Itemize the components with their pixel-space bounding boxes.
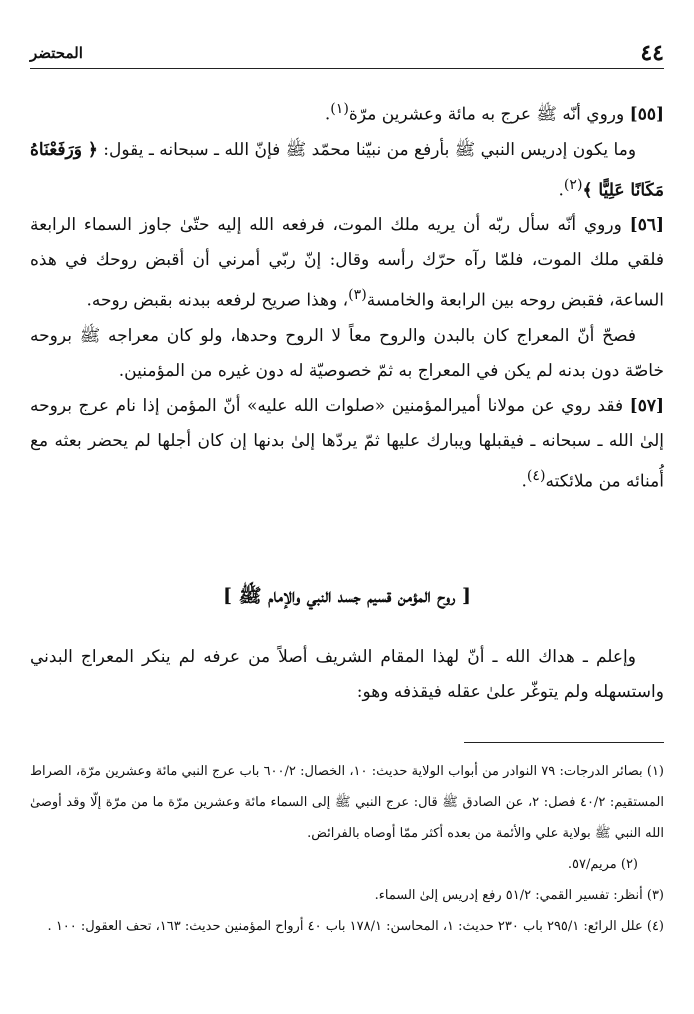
punctuation: . [521,471,527,492]
footnotes [30,756,664,942]
hadith-number: [٥٥] [629,104,664,125]
hadith-text: وروي أنّه ﷺ عرج به مائة وعشرين مرّة [348,104,625,125]
paragraph-idris [30,133,664,209]
paragraph-text: وما يكون إدريس النبي ﷺ بأرفع من نبيّنا محمّد ﷺ فإنّ الله ـ سبحانه ـ يقول: [103,139,637,160]
punctuation: . [558,180,564,201]
hadith-text-end: ، وهذا صريح لرفعه ببدنه بقبض روحه. [86,290,349,311]
page-number: ٤٤ [640,40,664,66]
paragraph-57 [30,389,664,500]
quran-verse: ﴿ وَرَفَعْنَاهُ مَكَانًا عَلِيًّا ﴾ [30,139,664,201]
footnote-3: (٣) أنظر: تفسير القمي: ٥١/٢ رفع إدريس إلىٰ السماء. [374,888,664,903]
footnote-2: (٢) مريم/٥٧. [567,857,638,872]
footnote-4: (٤) علل الرائع: ٢٩٥/١ باب ٢٣٠ حديث: ١، المحاسن: ١٧٨/١ باب ٤٠ أرواح المؤمنين حديث: ١٦٣، تحف العقول: ١٠٠ . [47,919,664,934]
hadith-number: [٥٦] [629,215,665,236]
running-title: المحتضر [30,44,83,62]
footnote-ref[interactable]: (٤) [526,467,546,484]
hadith-text: فقد روي عن مولانا أميرالمؤمنين «صلوات الله عليه» أنّ المؤمن إذا نام عرج بروحه إلىٰ الله ـ سبحانه ـ فيقبلها ويبارك عليها ثمّ يردّها إلىٰ بدنها إن كان أجلها لم يحضر بعثه مع أُمنائه من ملائكته [30,395,664,492]
page-header [30,40,664,69]
punctuation: . [324,104,331,125]
footnote-ref[interactable]: (١) [330,101,349,117]
paragraph-55 [30,92,664,133]
paragraph-56 [30,208,664,319]
paragraph-text: وإعلم ـ هداك الله ـ أنّ لهذا المقام الشريف أصلاً من عرفه لم ينكر المعراج البدني واستسهله ولم يتوغّر علىٰ عقله فيقذفه وهو: [30,647,664,702]
hadith-text: وروي أنّه سأل ربّه أن يريه ملك الموت، فرفعه الله إليه حتّىٰ جاوز السماء الرابعة فلقي ملك الموت، فلمّا رآه حرّك رأسه وقال: إنّ ربّي أمرني أن أقبض روحك في هذه الساعة، فقبض روحه بين الرابعة والخامسة [30,215,664,311]
footnote-ref[interactable]: (٣) [348,287,367,304]
section-heading: [ روح المؤمن قسيم جسد النبي والإمام ﷺ ] [223,585,471,607]
section-intro [30,640,664,710]
paragraph-conclusion [30,319,664,389]
footnote-divider [464,742,664,743]
main-text [30,92,664,500]
paragraph-text: فصحّ أنّ المعراج كان بالبدن والروح معاً لا الروح وحدها، ولو كان معراجه ﷺ بروحه خاصّة دون بدنه لم يكن في المعراج به ثمّ خصوصيّة له دون غيره من المؤمنين. [30,325,664,381]
hadith-number: [٥٧] [629,395,664,416]
footnote-1: (١) بصائر الدرجات: ٧٩ النوادر من أبواب الولاية حديث: ١٠، الخصال: ٦٠٠/٢ باب عرج النبي مائة وعشرين مرّة، الصراط المستقيم: ٤٠/٢ فصل: ٢، عن الصادق ﷺ قال: عرج النبي ﷺ إلى السماء مائة وعشرين مرّة ما من مرّة إلّا وقد أوصىٰ الله النبي ﷺ بولاية علي والأئمة من بعده أكثر ممّا أوصاه بالفرائض. [30,764,664,841]
footnote-ref[interactable]: (٢) [563,176,583,193]
